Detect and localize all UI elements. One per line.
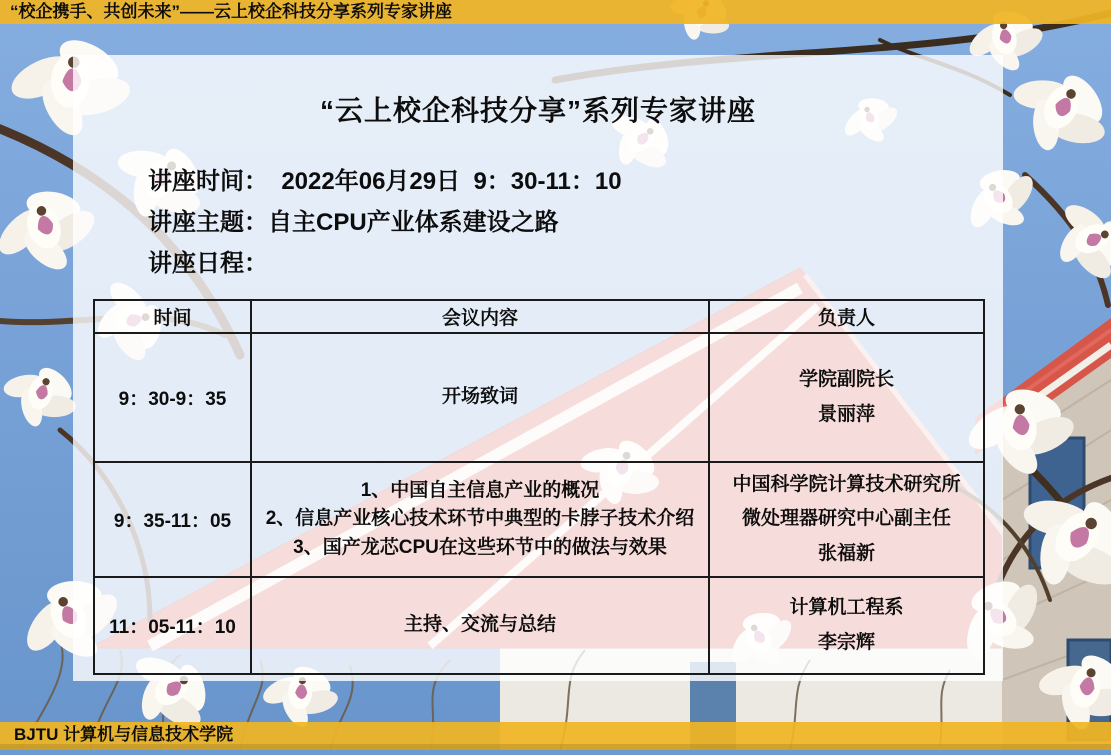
bottom-banner-label: BJTU 计算机与信息技术学院 — [14, 725, 234, 744]
cell-owner — [709, 577, 984, 674]
header-owner: 负责人 — [709, 300, 984, 333]
table-row — [94, 462, 984, 577]
cell-owner — [709, 333, 984, 462]
header-time: 时间 — [94, 300, 251, 333]
cell-time: 9：35-11：05 — [94, 462, 251, 577]
slide-title: “云上校企科技分享”系列专家讲座 — [319, 95, 756, 126]
schedule-header-row — [94, 300, 984, 333]
content-line: 1、中国自主信息产业的概况 — [360, 479, 600, 501]
content-line: 2、信息产业核心技术环节中典型的卡脖子技术介绍 — [265, 508, 695, 530]
table-row — [94, 333, 984, 462]
lecture-agenda-label: 讲座日程： — [148, 250, 268, 277]
owner-line: 中国科学院计算技术研究所 — [732, 474, 961, 496]
header-content: 会议内容 — [251, 300, 709, 333]
cell-time: 11：05-11：10 — [94, 577, 251, 674]
content-line: 主持、交流与总结 — [403, 614, 556, 636]
slide-panel — [73, 55, 1003, 681]
owner-line: 李宗辉 — [817, 631, 875, 653]
bottom-banner — [0, 722, 1111, 750]
cell-time: 9：30-9：35 — [94, 333, 251, 462]
top-banner-title: “校企携手、共创未来”——云上校企科技分享系列专家讲座 — [10, 2, 452, 21]
content-line: 开场致词 — [441, 386, 518, 408]
owner-line: 学院副院长 — [798, 369, 894, 391]
cell-content — [251, 462, 709, 577]
lecture-time-line: 讲座时间： 2022年06月29日 9：30-11：10 — [148, 168, 622, 195]
owner-line: 计算机工程系 — [789, 597, 904, 619]
lecture-topic-line: 讲座主题：自主CPU产业体系建设之路 — [148, 209, 559, 236]
owner-line: 微处理器研究中心副主任 — [741, 508, 951, 530]
cell-content — [251, 333, 709, 462]
table-row — [94, 577, 984, 674]
content-line: 3、国产龙芯CPU在这些环节中的做法与效果 — [293, 536, 667, 558]
cell-owner — [709, 462, 984, 577]
owner-line: 景丽萍 — [817, 403, 875, 425]
top-banner — [0, 0, 1111, 24]
schedule-table — [93, 299, 985, 675]
lecture-info — [148, 161, 622, 284]
owner-line: 张福新 — [817, 542, 875, 564]
cell-content — [251, 577, 709, 674]
